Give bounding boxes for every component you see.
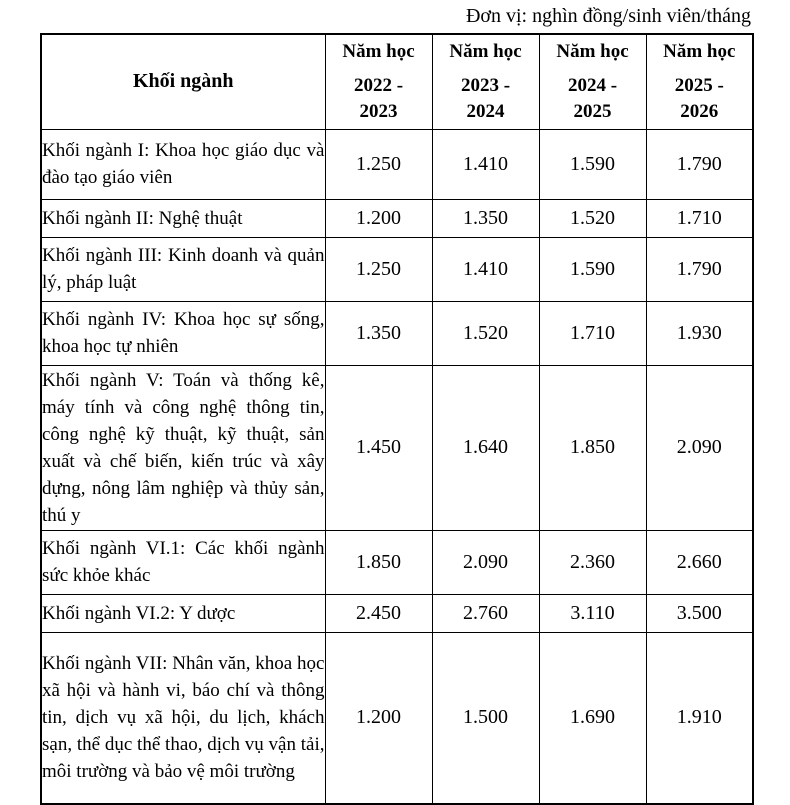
fee-value: 1.500: [432, 632, 539, 804]
fee-value: 1.410: [432, 129, 539, 199]
fee-value: 2.090: [646, 365, 753, 530]
tuition-fee-table: [40, 33, 754, 805]
fee-value: 1.200: [325, 632, 432, 804]
fee-value: 1.350: [432, 199, 539, 237]
row-label: Khối ngành I: Khoa học giáo dục và đào tạo giáo viên: [41, 129, 325, 199]
table-row-khoi-nganh-vi1: [41, 530, 753, 594]
fee-value: 1.790: [646, 237, 753, 301]
row-label: Khối ngành VI.2: Y dược: [41, 594, 325, 632]
fee-value: 1.350: [325, 301, 432, 365]
column-header-year-2024-2025: [539, 34, 646, 129]
year-header-line: Năm học: [663, 40, 736, 62]
fee-value: 1.690: [539, 632, 646, 804]
row-label: Khối ngành II: Nghệ thuật: [41, 199, 325, 237]
fee-value: 1.710: [646, 199, 753, 237]
fee-value: 2.450: [325, 594, 432, 632]
row-label: Khối ngành III: Kinh doanh và quản lý, pháp luật: [41, 237, 325, 301]
table-row-khoi-nganh-iv: [41, 301, 753, 365]
fee-value: 1.590: [539, 129, 646, 199]
year-header-line: 2024 -: [567, 74, 618, 96]
fee-value: 1.850: [539, 365, 646, 530]
year-header-line: 2025 -: [674, 74, 724, 96]
year-header-line: 2022 -: [353, 74, 404, 96]
table-body: [41, 129, 753, 804]
fee-value: 1.450: [325, 365, 432, 530]
fee-value: 2.760: [432, 594, 539, 632]
fee-value: 1.250: [325, 129, 432, 199]
fee-value: 1.640: [432, 365, 539, 530]
table-row-khoi-nganh-v: [41, 365, 753, 530]
fee-value: 2.360: [539, 530, 646, 594]
fee-value: 1.200: [325, 199, 432, 237]
fee-value: 1.590: [539, 237, 646, 301]
column-header-year-2022-2023: [325, 34, 432, 129]
year-header-line: Năm học: [556, 40, 629, 62]
table-row-khoi-nganh-vii: [41, 632, 753, 804]
fee-value: 2.660: [646, 530, 753, 594]
year-header-line: 2026: [680, 100, 719, 122]
fee-value: 1.930: [646, 301, 753, 365]
fee-value: 1.790: [646, 129, 753, 199]
fee-value: 1.520: [539, 199, 646, 237]
unit-caption: Đơn vị: nghìn đồng/sinh viên/tháng: [465, 5, 751, 27]
column-header-khoi-nganh: Khối ngành: [41, 34, 325, 129]
year-header-line: Năm học: [449, 40, 522, 62]
row-label: Khối ngành VI.1: Các khối ngành sức khỏe khác: [41, 530, 325, 594]
fee-value: 1.520: [432, 301, 539, 365]
fee-value: 1.410: [432, 237, 539, 301]
fee-value: 2.090: [432, 530, 539, 594]
row-label: Khối ngành V: Toán và thống kê, máy tính và công nghệ thông tin, công nghệ kỹ thuật, kỹ thuật, sản xuất và chế biến, kiến trúc và xây dựng, nông lâm nghiệp và thủy sản, thú y: [41, 365, 325, 530]
table-header: [41, 34, 753, 129]
year-header-line: 2025: [573, 100, 612, 122]
column-header-year-2023-2024: [432, 34, 539, 129]
header-row: [41, 34, 753, 129]
column-header-year-2025-2026: [646, 34, 753, 129]
table-row-khoi-nganh-vi2: [41, 594, 753, 632]
fee-value: 3.500: [646, 594, 753, 632]
fee-value: 1.910: [646, 632, 753, 804]
year-header-line: 2023 -: [460, 74, 511, 96]
table-row-khoi-nganh-iii: [41, 237, 753, 301]
fee-value: 3.110: [539, 594, 646, 632]
fee-value: 1.850: [325, 530, 432, 594]
year-header-line: 2023: [359, 100, 398, 122]
row-label: Khối ngành VII: Nhân văn, khoa học xã hội và hành vi, báo chí và thông tin, dịch vụ xã hội, du lịch, khách sạn, thể dục thể thao, dịch vụ vận tải, môi trường và bảo vệ môi trường: [41, 632, 325, 804]
row-label: Khối ngành IV: Khoa học sự sống, khoa học tự nhiên: [41, 301, 325, 365]
fee-value: 1.250: [325, 237, 432, 301]
table-row-khoi-nganh-i: [41, 129, 753, 199]
table-row-khoi-nganh-ii: [41, 199, 753, 237]
year-header-line: Năm học: [342, 40, 415, 62]
fee-value: 1.710: [539, 301, 646, 365]
year-header-line: 2024: [466, 100, 505, 122]
